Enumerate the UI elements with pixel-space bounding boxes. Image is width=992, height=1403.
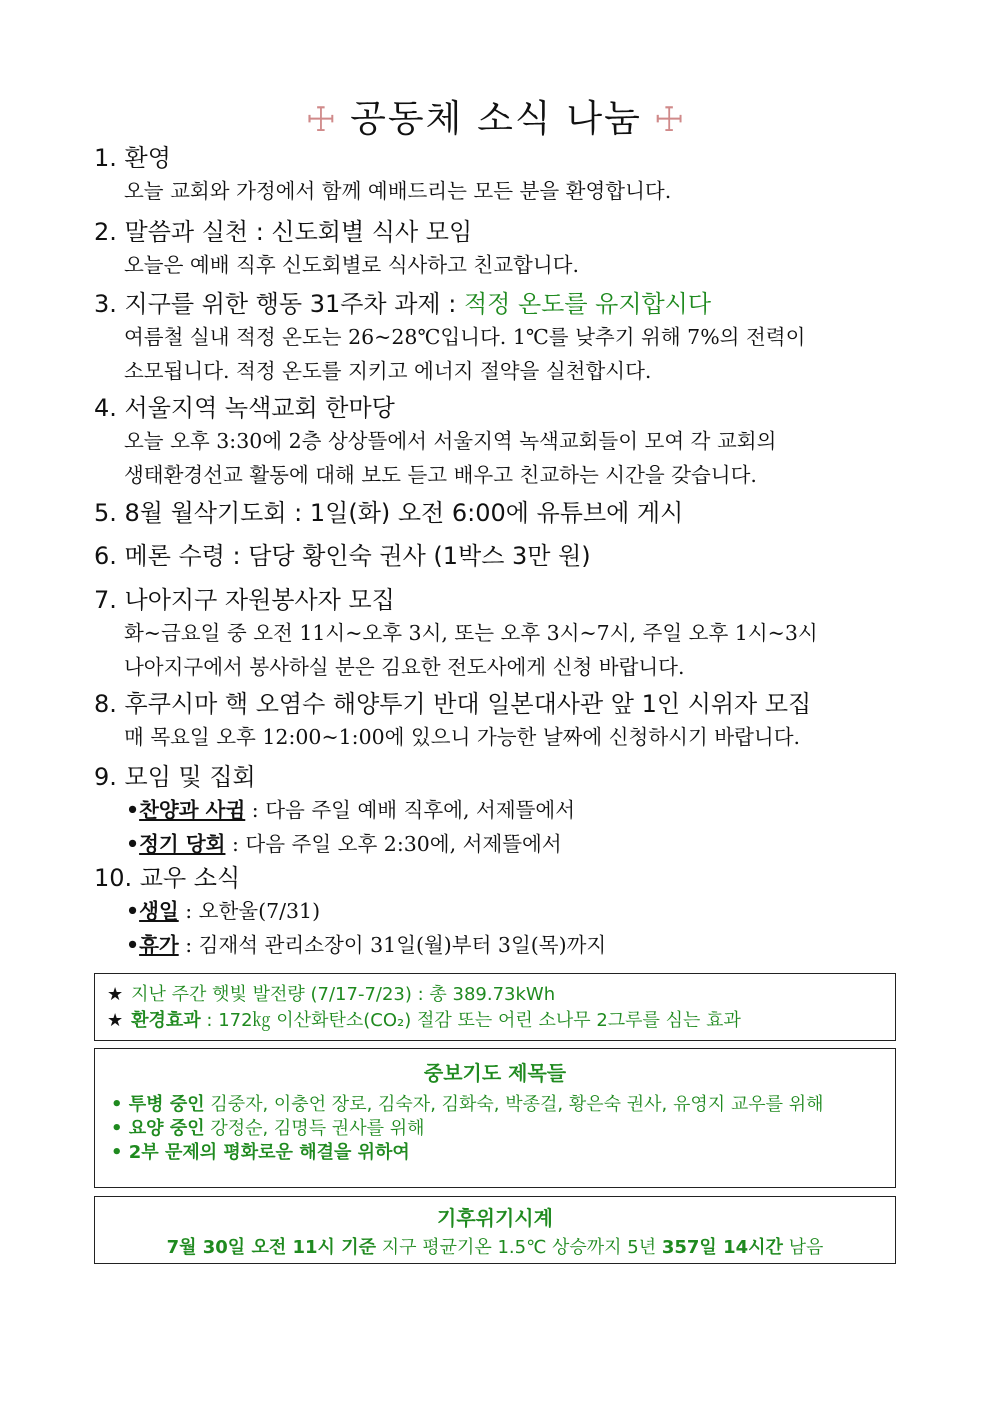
news-item	[126, 894, 904, 928]
cross-left-icon: ☩	[305, 100, 339, 140]
item-label: 찬양과 사귐	[139, 798, 246, 822]
section-heading: 9. 모임 및 집회	[94, 763, 256, 791]
section-heading: 5. 8월 월삭기도회 : 1일(화) 오전 6:00에 유튜브에 게시	[94, 499, 684, 527]
solar-power-box	[94, 973, 896, 1041]
section-heading: 7. 나아지구 자원봉사자 모집	[94, 586, 395, 614]
section-protest	[94, 688, 904, 754]
bullet-icon: •	[126, 798, 140, 822]
news-item	[126, 928, 904, 962]
section-member-news	[94, 862, 904, 962]
solar-generation-text: 지난 주간 햇빛 발전량 (7/17-7/23) : 총 389.73kWh	[131, 984, 556, 1005]
effect-label: 환경효과	[131, 1010, 201, 1031]
prayer-item-label: • 2부 문제의 평화로운 해결을 위하여	[111, 1142, 410, 1163]
section-line: 화~금요일 중 오전 11시~오후 3시, 또는 오후 3시~7시, 주일 오후 1시~3시	[124, 621, 818, 645]
section-line: 여름철 실내 적정 온도는 26~28℃입니다. 1℃를 낮추기 위해 7%의 전력이	[124, 325, 806, 349]
item-text: : 다음 주일 예배 직후에, 서제뜰에서	[245, 798, 576, 822]
bullet-icon: •	[126, 933, 140, 957]
prayer-item-text: 김중자, 이충언 장로, 김숙자, 김화숙, 박종걸, 황은숙 권사, 유영지 교우를 위해	[204, 1094, 824, 1115]
prayer-item-text: 강정순, 김명득 권사를 위해	[204, 1118, 425, 1139]
page-title	[0, 88, 992, 142]
climate-remaining: 357일 14시간	[661, 1237, 783, 1258]
heading-prefix: 3. 지구를 위한 행동 31주차 과제 :	[94, 290, 464, 318]
section-line: 소모됩니다. 적정 온도를 지키고 에너지 절약을 실천합시다.	[124, 359, 652, 383]
star-icon: ★	[107, 1010, 124, 1031]
prayer-item	[111, 1117, 879, 1141]
section-line: 생태환경선교 활동에 대해 보도 듣고 배우고 친교하는 시간을 갖습니다.	[124, 463, 757, 487]
section-line: 나아지구에서 봉사하실 분은 김요한 전도사에게 신청 바랍니다.	[124, 655, 685, 679]
section-heading: 2. 말씀과 실천 : 신도회별 식사 모임	[94, 218, 473, 246]
solar-line-1	[107, 982, 883, 1008]
item-label: 정기 당회	[139, 832, 226, 856]
item-text: : 오한울(7/31)	[178, 899, 321, 923]
prayer-requests-box	[94, 1048, 896, 1188]
prayer-item-label: • 요양 중인	[111, 1118, 205, 1139]
item-label: 생일	[139, 899, 179, 923]
item-text: : 다음 주일 오후 2:30에, 서제뜰에서	[225, 832, 562, 856]
section-line: 오늘 오후 3:30에 2층 상상뜰에서 서울지역 녹색교회들이 모여 각 교회의	[124, 429, 777, 453]
section-heading	[94, 288, 904, 320]
item-label: 휴가	[139, 933, 179, 957]
section-heading: 10. 교우 소식	[94, 864, 241, 892]
climate-clock-line	[109, 1235, 881, 1261]
prayer-item	[111, 1093, 879, 1117]
climate-mid-text: 지구 평균기온 1.5℃ 상승까지 5년	[375, 1237, 662, 1258]
climate-clock-box	[94, 1196, 896, 1264]
section-heading: 1. 환영	[94, 144, 171, 172]
bullet-icon: •	[126, 832, 140, 856]
climate-box-title: 기후위기시계	[437, 1206, 553, 1230]
section-heading: 8. 후쿠시마 핵 오염수 해양투기 반대 일본대사관 앞 1인 시위자 모집	[94, 690, 812, 718]
meeting-item	[126, 827, 904, 861]
section-melon	[94, 540, 904, 572]
meeting-item	[126, 793, 904, 827]
section-prayer-meeting	[94, 497, 904, 529]
climate-tail-text: 남음	[782, 1237, 824, 1258]
bullet-icon: •	[126, 899, 140, 923]
section-heading: 6. 메론 수령 : 담당 황인숙 권사 (1박스 3만 원)	[94, 542, 591, 570]
section-line: 오늘은 예배 직후 신도회별로 식사하고 친교합니다.	[124, 253, 579, 277]
cross-right-icon: ☩	[653, 100, 687, 140]
section-meetings	[94, 761, 904, 861]
prayer-item-label: • 투병 중인	[111, 1094, 205, 1115]
prayer-box-title: 중보기도 제목들	[423, 1061, 567, 1085]
section-green-church	[94, 392, 904, 492]
climate-timestamp: 7월 30일 오전 11시 기준	[166, 1237, 376, 1258]
section-line: 오늘 교회와 가정에서 함께 예배드리는 모든 분을 환영합니다.	[124, 179, 672, 203]
heading-highlight: 적정 온도를 유지합시다	[463, 290, 712, 318]
section-heading: 4. 서울지역 녹색교회 한마당	[94, 394, 395, 422]
star-icon: ★	[107, 984, 124, 1005]
effect-text: : 172㎏ 이산화탄소(CO₂) 절감 또는 어린 소나무 2그루를 심는 효과	[200, 1010, 741, 1031]
section-line: 매 목요일 오후 12:00~1:00에 있으니 가능한 날짜에 신청하시기 바랍니다.	[124, 725, 801, 749]
section-earth-action	[94, 288, 904, 388]
title-text: 공동체 소식 나눔	[350, 97, 642, 140]
prayer-item	[111, 1141, 879, 1165]
section-word-practice	[94, 216, 904, 282]
item-text: : 김재석 관리소장이 31일(월)부터 3일(목)까지	[178, 933, 607, 957]
solar-line-2	[107, 1008, 883, 1034]
section-welcome	[94, 142, 904, 208]
section-volunteers	[94, 584, 904, 684]
